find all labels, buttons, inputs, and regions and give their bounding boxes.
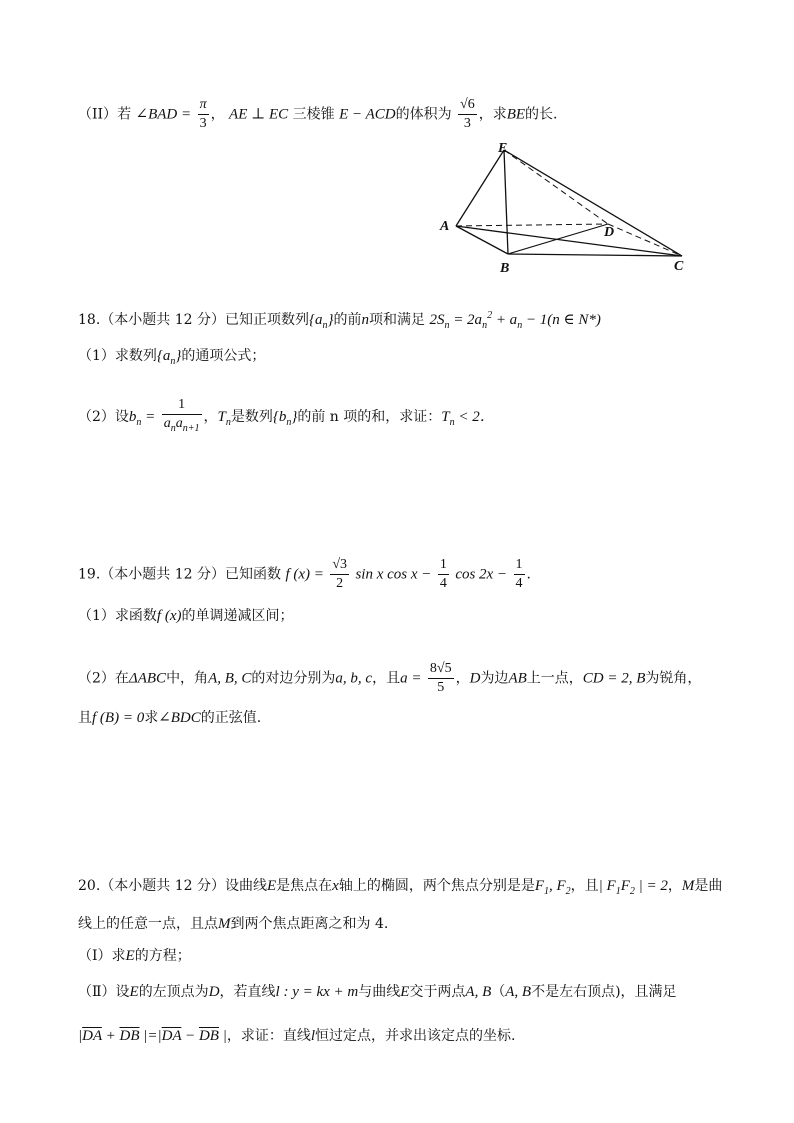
- p19-q2-line2: 且f (B) = 0求∠BDC的正弦值.: [78, 710, 262, 726]
- p20-q1: （Ⅰ）求E的方程；: [78, 948, 191, 964]
- edge-ab: [456, 226, 508, 254]
- p18-q2: （2）设$b_n$ = $\frac{1}{a_na_{n+1}}$ ，$T_n$是数列$\{b_n\}$的前 n 项的和，求证：$T_n < 2$．: [78, 396, 495, 438]
- seq-an: $\{a_n\}$: [308, 312, 334, 331]
- p18-stem: 18.（本小题共 12 分）已知正项数列$\{a_n\}$的前n项和满足 $2S_n = 2a_n^2 + a_n - 1(n$ ∈ N*): [78, 310, 601, 331]
- frac-pi-3: $\frac{\pi}{3}$: [199, 97, 207, 131]
- p18-formula: $2S_n = 2a_n^2 + a_n - 1(n$ ∈ N*): [429, 310, 601, 331]
- vector-condition: $|\overline{DA} + \overline{DB}$ $|=|\overline{DA} - \overline{DB}$ |: [78, 1028, 227, 1044]
- p19-stem: 19.（本小题共 12 分）已知函数 f (x) = $\frac{√3}{2}$ sin x cos x − $\frac{1}{4}$ cos 2x − $\frac{1}{4}$ .: [78, 557, 531, 591]
- edge-ec: [504, 150, 682, 256]
- p17-label: （II）: [78, 106, 118, 123]
- frac-sqrt3-2: $\frac{√3}{2}$: [332, 557, 348, 591]
- p20-stem-line2: 线上的任意一点，且点M到两个焦点距离之和为 4.: [78, 916, 389, 932]
- p20-q2: （Ⅱ）设E的左顶点为D，若直线l : y = kx + m与曲线E交于两点A, B（A, B不是左右顶点)，且满足: [78, 984, 677, 1000]
- label-b: B: [500, 261, 510, 276]
- edge-bc: [508, 254, 682, 256]
- p17-part2: （II）若 ∠BAD = $\frac{\pi}{3}$ ， AE ⊥ EC 三棱锥 E − ACD的体积为 $\frac{√6}{3}$ ，求BE的长.: [78, 97, 558, 131]
- perp-ae-ec: AE ⊥ EC: [229, 106, 289, 123]
- p19-q2: （2）在ΔABC中，角A, B, C的对边分别为a, b, c，且a = $\frac{8√5}{5}$ ，D为边AB上一点，CD = 2, B为锐角，: [78, 661, 702, 695]
- tetra-e-acd: E − ACD: [339, 106, 396, 123]
- edge-ed: [504, 150, 608, 224]
- label-c: C: [674, 259, 684, 274]
- p20-stem: 20.（本小题共 12 分）设曲线E是焦点在x轴上的椭圆，两个焦点分别是是$F_1$, $F_2$，且| $F_1F_2$ | = 2，M是曲: [78, 878, 723, 897]
- frac-8sqrt5-5: $\frac{8√5}{5}$: [429, 661, 452, 695]
- p19-q1: （1）求函数f (x)的单调递减区间；: [78, 608, 294, 624]
- label-d: D: [604, 225, 615, 240]
- angle-bad: ∠BAD =: [135, 106, 192, 123]
- frac-1-4-a: $\frac{1}{4}$: [439, 557, 447, 591]
- frac-1-anan1: $\frac{1}{a_na_{n+1}}$: [163, 397, 200, 434]
- label-e: E: [498, 141, 508, 156]
- edge-ad: [456, 224, 608, 226]
- edge-bd: [508, 224, 608, 254]
- edge-ea: [456, 150, 504, 226]
- edge-eb: [504, 150, 508, 254]
- pyramid-figure: [436, 140, 690, 280]
- frac-sqrt6-3: $\frac{√6}{3}$: [460, 97, 475, 131]
- label-a: A: [440, 219, 450, 234]
- frac-1-4-b: $\frac{1}{4}$: [515, 557, 523, 591]
- p20-q2-line2: $|\overline{DA} + \overline{DB}$ $|=|\overline{DA} - \overline{DB}$ |，求证：直线l恒过定点，并求出该定点的坐标.: [78, 1028, 516, 1044]
- p18-q1: （1）求数列$\{a_n\}$的通项公式；: [78, 348, 266, 367]
